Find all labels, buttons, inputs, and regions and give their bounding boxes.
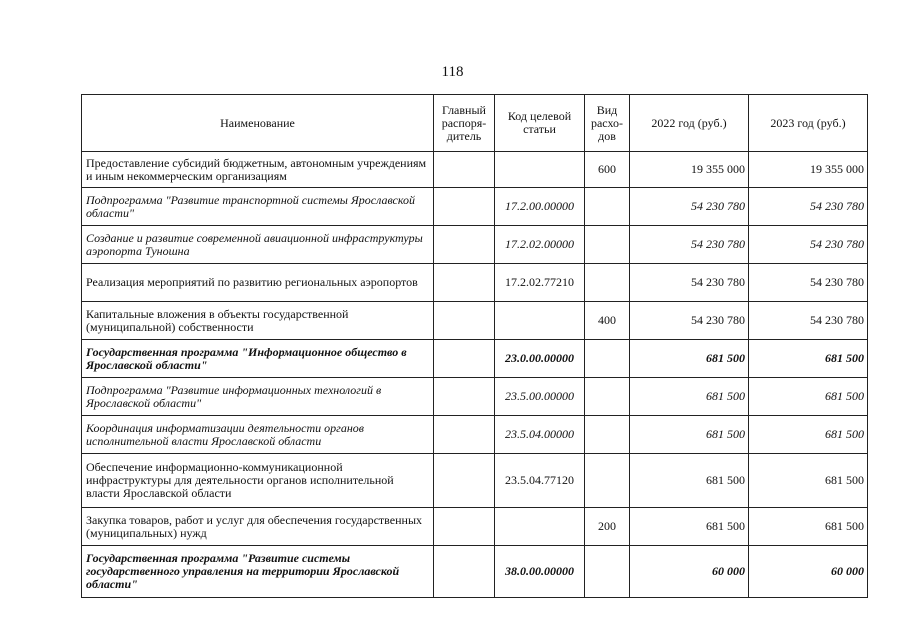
table-row: [82, 226, 868, 264]
table-row: [82, 508, 868, 546]
cell-manager: [434, 302, 495, 340]
cell-manager: [434, 378, 495, 416]
cell-kind: [585, 264, 630, 302]
cell-code: 38.0.00.00000: [495, 546, 585, 598]
cell-name: Предоставление субсидий бюджетным, автономным учреждениям и иным некоммерческим организациям: [82, 152, 434, 188]
cell-2022: 681 500: [630, 508, 749, 546]
cell-2022: 681 500: [630, 340, 749, 378]
cell-kind: 400: [585, 302, 630, 340]
cell-2022: 60 000: [630, 546, 749, 598]
table-row: [82, 378, 868, 416]
cell-2022: 54 230 780: [630, 226, 749, 264]
table-row: [82, 454, 868, 508]
cell-code: 23.5.04.00000: [495, 416, 585, 454]
cell-code: [495, 302, 585, 340]
table-body: [82, 152, 868, 598]
table-row: [82, 152, 868, 188]
table-row: [82, 416, 868, 454]
cell-2023: 681 500: [749, 508, 868, 546]
table-row: [82, 264, 868, 302]
cell-2022: 681 500: [630, 416, 749, 454]
cell-manager: [434, 340, 495, 378]
cell-code: 17.2.00.00000: [495, 188, 585, 226]
cell-code: 23.5.04.77120: [495, 454, 585, 508]
header-2023: 2023 год (руб.): [749, 95, 868, 152]
cell-manager: [434, 188, 495, 226]
header-code: Код целевой статьи: [495, 95, 585, 152]
table-row: [82, 340, 868, 378]
cell-2022: 54 230 780: [630, 302, 749, 340]
cell-2023: 19 355 000: [749, 152, 868, 188]
cell-2023: 54 230 780: [749, 188, 868, 226]
table-row: [82, 546, 868, 598]
cell-name: Капитальные вложения в объекты государственной (муниципальной) собственности: [82, 302, 434, 340]
cell-manager: [434, 546, 495, 598]
cell-kind: 200: [585, 508, 630, 546]
header-2022: 2022 год (руб.): [630, 95, 749, 152]
cell-2022: 681 500: [630, 454, 749, 508]
cell-name: Координация информатизации деятельности органов исполнительной власти Ярославской области: [82, 416, 434, 454]
header-name: Наименование: [82, 95, 434, 152]
cell-kind: [585, 378, 630, 416]
cell-name: Обеспечение информационно-коммуникационной инфраструктуры для деятельности органов исполнительной власти Ярославской области: [82, 454, 434, 508]
cell-kind: [585, 340, 630, 378]
cell-name: Создание и развитие современной авиационной инфраструктуры аэропорта Туношна: [82, 226, 434, 264]
cell-name: Подпрограмма "Развитие транспортной системы Ярославской области": [82, 188, 434, 226]
cell-code: 17.2.02.77210: [495, 264, 585, 302]
cell-2023: 681 500: [749, 454, 868, 508]
cell-2023: 60 000: [749, 546, 868, 598]
table-header-row: [82, 95, 868, 152]
cell-2022: 19 355 000: [630, 152, 749, 188]
cell-2023: 681 500: [749, 416, 868, 454]
cell-name: Государственная программа "Информационное общество в Ярославской области": [82, 340, 434, 378]
cell-code: [495, 152, 585, 188]
budget-table: [81, 94, 868, 598]
cell-2023: 681 500: [749, 340, 868, 378]
cell-2023: 54 230 780: [749, 302, 868, 340]
page-number: 118: [441, 64, 464, 80]
cell-kind: [585, 454, 630, 508]
cell-kind: 600: [585, 152, 630, 188]
cell-code: 23.0.00.00000: [495, 340, 585, 378]
cell-name: Реализация мероприятий по развитию региональных аэропортов: [82, 264, 434, 302]
cell-manager: [434, 264, 495, 302]
cell-code: 17.2.02.00000: [495, 226, 585, 264]
cell-name: Государственная программа "Развитие системы государственного управления на территории Ярославской области": [82, 546, 434, 598]
cell-2022: 681 500: [630, 378, 749, 416]
cell-code: [495, 508, 585, 546]
cell-manager: [434, 416, 495, 454]
cell-name: Закупка товаров, работ и услуг для обеспечения государственных (муниципальных) нужд: [82, 508, 434, 546]
cell-kind: [585, 226, 630, 264]
header-kind: Вид расхо-дов: [585, 95, 630, 152]
cell-code: 23.5.00.00000: [495, 378, 585, 416]
cell-2023: 54 230 780: [749, 264, 868, 302]
table-row: [82, 302, 868, 340]
cell-2022: 54 230 780: [630, 264, 749, 302]
cell-manager: [434, 152, 495, 188]
cell-name: Подпрограмма "Развитие информационных технологий в Ярославской области": [82, 378, 434, 416]
cell-2022: 54 230 780: [630, 188, 749, 226]
cell-kind: [585, 416, 630, 454]
cell-kind: [585, 546, 630, 598]
cell-manager: [434, 454, 495, 508]
cell-manager: [434, 508, 495, 546]
cell-2023: 681 500: [749, 378, 868, 416]
cell-kind: [585, 188, 630, 226]
table-row: [82, 188, 868, 226]
cell-2023: 54 230 780: [749, 226, 868, 264]
cell-manager: [434, 226, 495, 264]
header-manager: Главный распоря-дитель: [434, 95, 495, 152]
